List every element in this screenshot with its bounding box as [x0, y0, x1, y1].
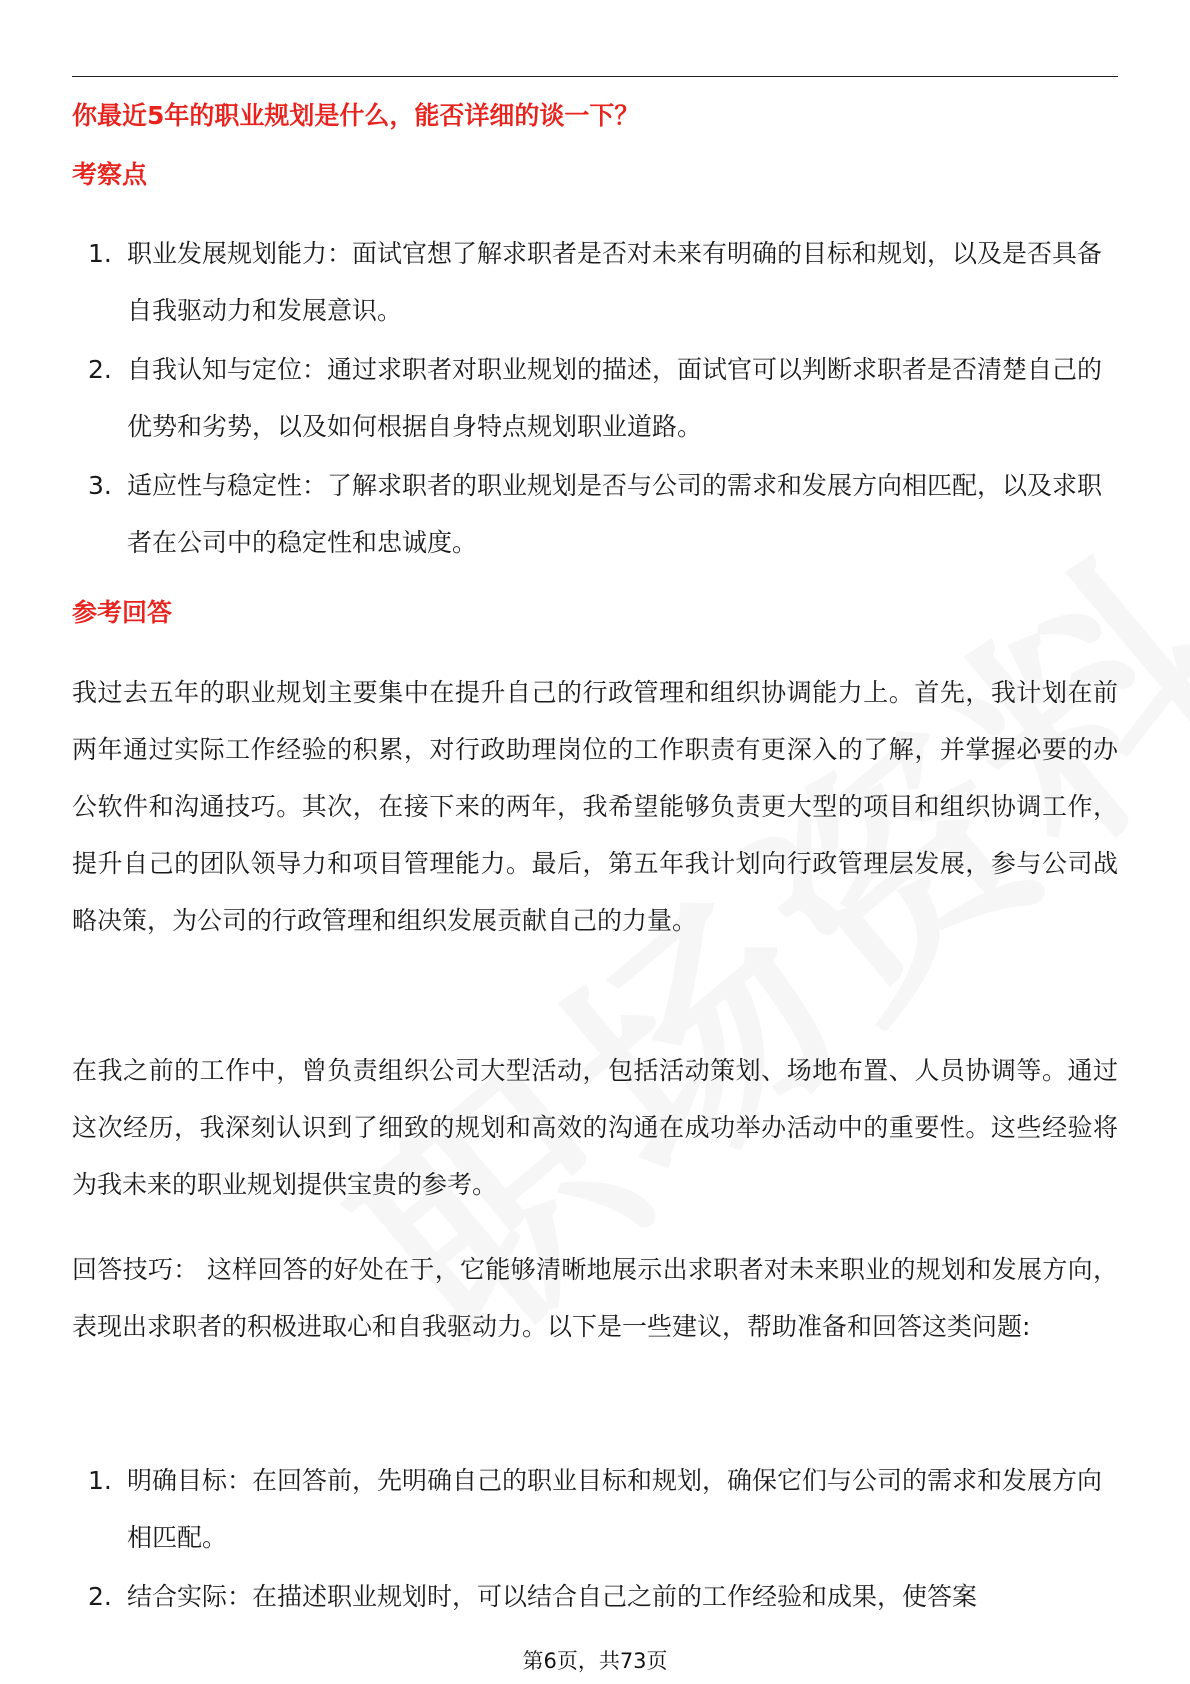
- list-number: 1.: [88, 1466, 112, 1495]
- list-number: 1.: [88, 239, 112, 268]
- list-item-text: 结合实际：在描述职业规划时，可以结合自己之前的工作经验和成果，使答案: [127, 1582, 978, 1611]
- list-item: [72, 457, 1122, 571]
- reference-answer-heading: 参考回答: [72, 598, 173, 627]
- examine-points-list: [72, 225, 1122, 573]
- top-divider: [72, 76, 1118, 77]
- page-footer: 第6页，共73页: [522, 1649, 668, 1673]
- question-heading: 你最近5年的职业规划是什么，能否详细的谈一下？: [72, 101, 640, 130]
- list-number: 3.: [88, 471, 112, 500]
- answer-paragraph: 在我之前的工作中，曾负责组织公司大型活动，包括活动策划、场地布置、人员协调等。通过这次经历，我深刻认识到了细致的规划和高效的沟通在成功举办活动中的重要性。这些经验将为我未来的职业规划提供宝贵的参考。: [72, 1056, 1118, 1199]
- list-item-text: 适应性与稳定性：了解求职者的职业规划是否与公司的需求和发展方向相匹配，以及求职者在公司中的稳定性和忠诚度。: [127, 471, 1103, 557]
- answer-tips-paragraph: 回答技巧： 这样回答的好处在于，它能够清晰地展示出求职者对未来职业的规划和发展方向，表现出求职者的积极进取心和自我驱动力。以下是一些建议，帮助准备和回答这类问题:: [72, 1255, 1118, 1341]
- list-number: 2.: [88, 1582, 112, 1611]
- list-item-text: 职业发展规划能力：面试官想了解求职者是否对未来有明确的目标和规划，以及是否具备自我驱动力和发展意识。: [127, 239, 1103, 325]
- answer-paragraph: 我过去五年的职业规划主要集中在提升自己的行政管理和组织协调能力上。首先，我计划在前两年通过实际工作经验的积累，对行政助理岗位的工作职责有更深入的了解，并掌握必要的办公软件和沟通技巧。其次，在接下来的两年，我希望能够负责更大型的项目和组织协调工作，提升自己的团队领导力和项目管理能力。最后，第五年我计划向行政管理层发展，参与公司战略决策，为公司的行政管理和组织发展贡献自己的力量。: [72, 678, 1118, 935]
- list-item-text: 明确目标：在回答前，先明确自己的职业目标和规划，确保它们与公司的需求和发展方向相匹配。: [127, 1466, 1103, 1552]
- list-item: [72, 225, 1122, 339]
- list-item: [72, 1452, 1122, 1566]
- list-item-text: 自我认知与定位：通过求职者对职业规划的描述，面试官可以判断求职者是否清楚自己的优势和劣势，以及如何根据自身特点规划职业道路。: [127, 355, 1103, 441]
- tips-list: [72, 1452, 1122, 1627]
- list-item: [72, 341, 1122, 455]
- list-item: [72, 1568, 1122, 1625]
- examine-points-heading: 考察点: [72, 160, 148, 189]
- list-number: 2.: [88, 355, 112, 384]
